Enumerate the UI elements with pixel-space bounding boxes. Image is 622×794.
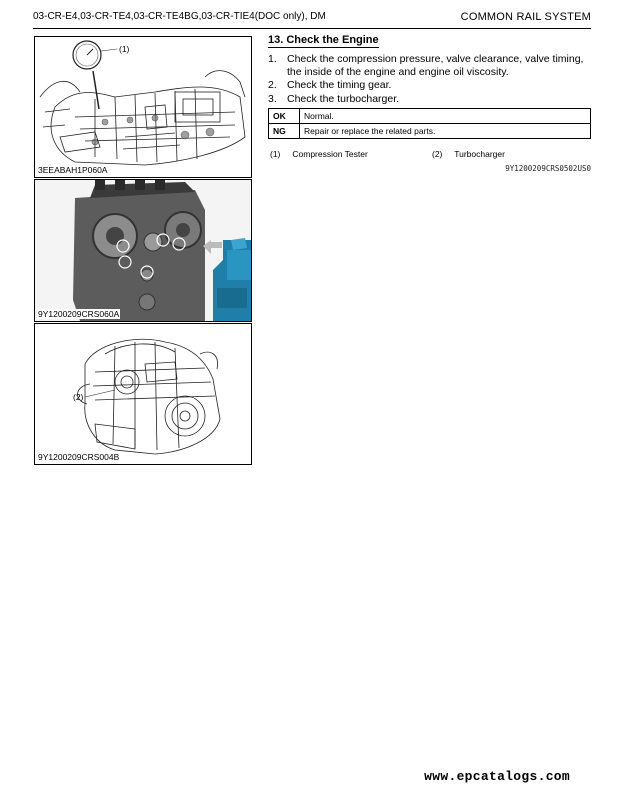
step-text: Check the turbocharger. [287, 92, 400, 105]
callout-2: (2) [73, 392, 84, 402]
result-table [268, 108, 591, 139]
figure-timing-gear [34, 179, 252, 322]
result-value: Repair or replace the related parts. [300, 124, 591, 139]
site-url-link[interactable]: www.epcatalogs.com [424, 769, 570, 784]
procedure-steps [268, 53, 593, 106]
step-number: 1. [268, 53, 277, 65]
legend-number: (1) [270, 149, 281, 159]
legend-item [270, 149, 368, 159]
step-number: 3. [268, 92, 277, 105]
engine-top-illustration [35, 37, 251, 177]
callout-1: (1) [119, 44, 130, 54]
timing-gear-photo [35, 180, 251, 321]
figure-code: 9Y1200209CRS060A [38, 309, 120, 319]
legend-label: Turbocharger [454, 149, 505, 159]
legend-number: (2) [432, 149, 443, 159]
result-value: Normal. [300, 109, 591, 124]
header-rule [33, 28, 591, 29]
step-item [268, 93, 593, 106]
reference-code: 9Y1200209CRS0502US0 [505, 164, 591, 173]
figure-turbocharger [34, 323, 252, 465]
section-title: 13. Check the Engine [268, 34, 379, 46]
legend-item [432, 149, 505, 159]
step-text: Check the compression pressure, valve clearance, valve timing, the inside of the engine and engine oil viscosity. [287, 53, 584, 79]
step-number: 2. [268, 79, 277, 92]
engine-turbo-illustration [35, 324, 251, 464]
step-text: Check the timing gear. [287, 79, 392, 92]
figure-compression-tester [34, 36, 252, 178]
result-key: OK [269, 109, 300, 124]
result-key: NG [269, 124, 300, 139]
section-header: COMMON RAIL SYSTEM [460, 11, 591, 23]
table-row [269, 124, 591, 139]
figure-code: 9Y1200209CRS004B [38, 452, 120, 462]
figure-code: 3EEABAH1P060A [38, 165, 108, 175]
step-item [268, 79, 593, 92]
table-row [269, 109, 591, 124]
legend-label: Compression Tester [292, 149, 368, 159]
step-item [268, 53, 593, 79]
model-codes: 03-CR-E4,03-CR-TE4,03-CR-TE4BG,03-CR-TIE4(DOC only), DM [33, 11, 326, 22]
